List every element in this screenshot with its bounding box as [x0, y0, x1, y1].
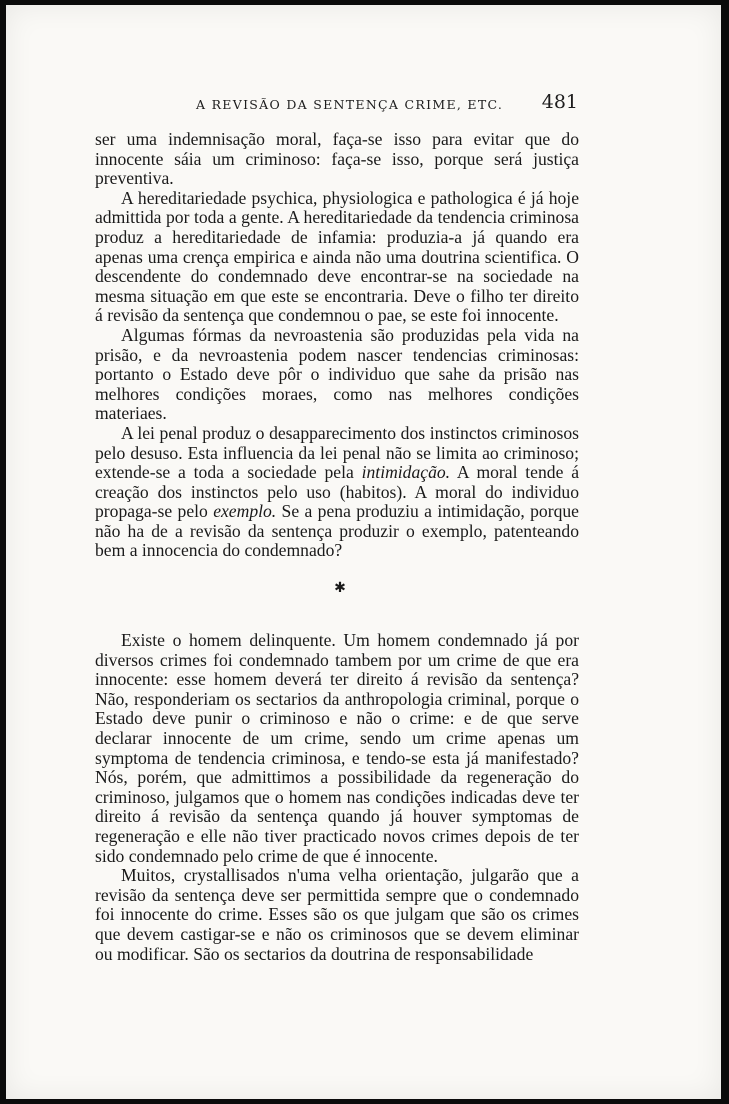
page-number: 481 [541, 91, 578, 113]
paragraph-3: Algumas fórmas da nevroastenia são produzidas pela vida na prisão, e da nevroastenia podem nascer tendencias criminosas: portanto o Estado deve pôr o individuo que sahe da prisão nas melhores condições moraes, como nas melhores condições materiaes. [95, 324, 579, 424]
paragraph-4-text-b: A moral tende á creação dos instinctos pelo uso (habitos). A moral do individuo propaga-se pelo [95, 462, 580, 522]
paragraph-4 [95, 424, 579, 561]
book-page [6, 5, 721, 1099]
paragraph-2: A hereditariedade psychica, physiologica e pathologica é já hoje admittida por toda a gente. A hereditariedade da tendencia criminosa produz a hereditariedade de infamia: produzia-a já quando era apenas uma crença empirica e ainda não uma doutrina scientifica. O descendente do condemnado deve encontrar-se na sociedade na mesma situação em que este se encontraria. Deve o filho ter direito á revisão da sentença que condemnou o pae, se este foi innocente. [95, 187, 579, 326]
paragraph-4-text-c: Se a pena produziu a intimidação, porque não ha de a revisão da sentença produzir o exemplo, patenteando bem a innocencia do condemnado? [95, 501, 579, 561]
page-header [196, 93, 578, 115]
paragraph-1: ser uma indemnisação moral, faça-se isso para evitar que do innocente sáia um criminoso: faça-se isso, porque será justiça preventiva. [95, 129, 579, 189]
section-separator: ✱ [334, 580, 346, 596]
paragraph-6: Muitos, crystallisados n'uma velha orientação, julgarão que a revisão da sentença deve ser permittida sempre que o condemnado foi innocente do crime. Esses são os que julgam que são os crimes que devem castigar-se e não os criminosos que se devem eliminar ou modificar. São os sectarios da doutrina de responsabilidade [95, 865, 579, 964]
paragraph-4-text-a: A lei penal produz o desapparecimento dos instinctos criminosos pelo desuso. Esta influencia da lei penal não se limita ao criminoso; extende-se a toda a sociedade pela [95, 422, 579, 483]
text-block-lower [95, 631, 579, 964]
emphasis-exemplo: exemplo. [213, 501, 277, 522]
emphasis-intimidacao: intimidação. [361, 462, 451, 483]
text-block-upper [95, 130, 579, 561]
paragraph-5: Existe o homem delinquente. Um homem condemnado já por diversos crimes foi condemnado tambem por um crime de que era innocente: esse homem deverá ter direito á revisão da sentença? Não, responderiam os sectarios da anthropologia criminal, porque o Estado deve punir o criminoso e não o crime: e de que serve declarar innocente de um crime, sendo um crime apenas um symptoma de tendencia criminosa, e tendo-se esta já manifestado? Nós, porém, que admittimos a possibilidade da regeneração do criminoso, julgamos que o homem nas condições indicadas deve ter direito á revisão da sentença quando já houver symptomas de regeneração e elle não tiver practicado novos crimes depois de ter sido condemnado pelo crime de que é innocente. [95, 630, 579, 866]
running-head: A REVISÃO DA SENTENÇA CRIME, ETC. [196, 97, 504, 112]
